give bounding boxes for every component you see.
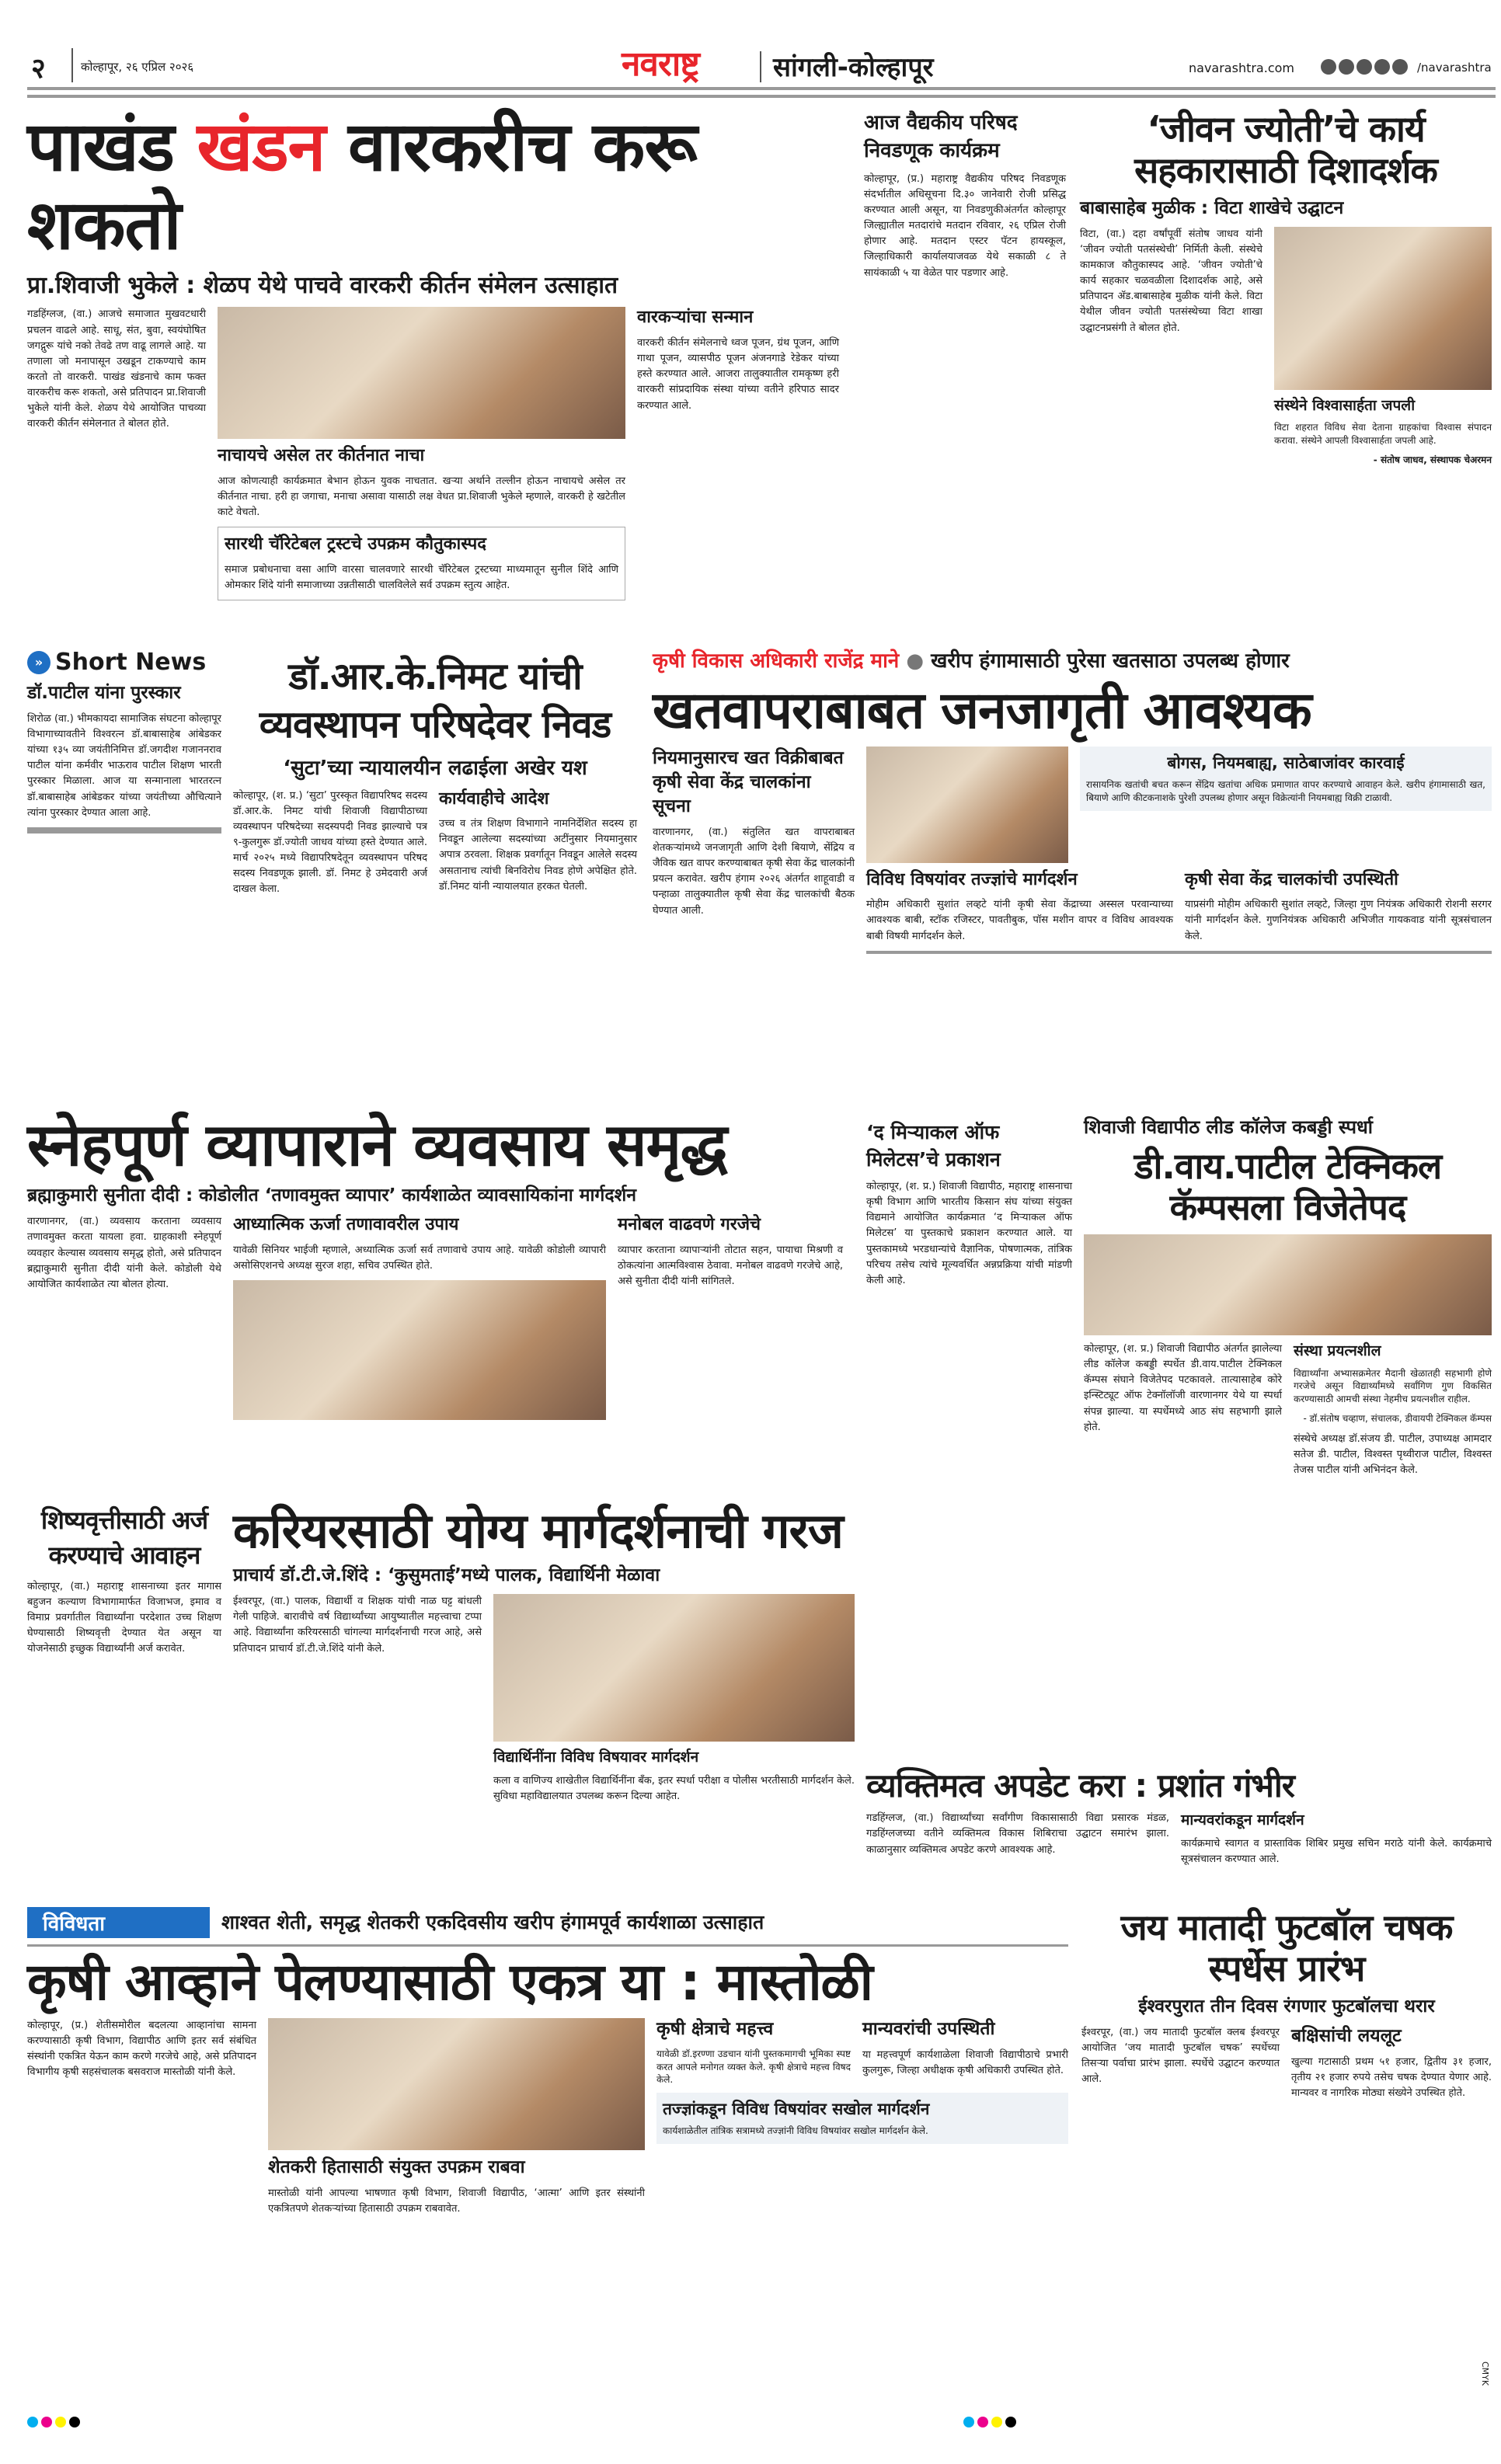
- dyp-quote-by: - डॉ.संतोष चव्हाण, संचालक, डीवायपी टेक्निकल कॅम्पस: [1303, 1413, 1492, 1425]
- khat-headline: खतवापराबाबत जनजागृती आवश्यक: [653, 680, 1311, 740]
- edition-name: सांगली-कोल्हापूर: [773, 52, 934, 83]
- career-subhead: प्राचार्य डॉ.टी.जे.शिंदे : ‘कुसुमताई’मध्ये पालक, विद्यार्थिनी मेळावा: [233, 1565, 660, 1586]
- khat-sub3-body: मोहीम अधिकारी सुशांत लव्हटे यांनी कृषी सेवा केंद्राच्या अस्सल परवान्याच्या आवश्यक बाबी, स्टॉक रजिस्टर, पावतीबुक, पॉस मशीन वापर व विविध आवश्यक बाबी विषयी मार्गदर्शन केले.: [866, 899, 1173, 942]
- sneh-subhead: ब्रह्माकुमारी सुनीता दीदी : कोडोलीत ‘तणावमुक्त व्यापार’ कार्यशाळेत व्यावसायिकांना मार्गदर्शन: [27, 1185, 637, 1206]
- instagram-icon[interactable]: [1339, 59, 1354, 75]
- facebook-icon[interactable]: [1321, 59, 1336, 75]
- dyp-body2: संस्थेचे अध्यक्ष डॉ.संजय डी. पाटील, उपाध्यक्ष आमदार सतेज डी. पाटील, विश्वस्त पृथ्वीराज पाटील, विश्वस्त तेजस पाटील यांनी अभिनंदन केले.: [1294, 1432, 1492, 1477]
- football-sub: बक्षिसांची लयलूट: [1291, 2025, 1402, 2046]
- workshop-photo: [268, 2018, 645, 2150]
- jeevan-body: विटा, (वा.) दहा वर्षांपूर्वी संतोष जाधव यांनी ‘जीवन ज्योती पतसंस्थेची’ निर्मिती केली. संस्थेचे कामकाज कौतुकास्पद आहे. ‘जीवन ज्योती’चे कार्य सहकार चळवळीला दिशादर्शक आहे, असे प्रतिपादन ॲड.बाबासाहेब मुळीक यांनी केले. विटा येथील जीवन ज्योती पतसंस्थेच्या विटा शाखा उद्घाटनप्रसंगी ते बोलत होते.: [1080, 228, 1262, 334]
- sneh-headline: स्नेहपूर्ण व्यापाराने व्यवसाय समृद्ध: [27, 1110, 727, 1179]
- dyp-headline: डी.वाय.पाटील टेक्निकल कॅम्पसला विजेतेपद: [1134, 1145, 1442, 1229]
- short-news-body: शिरोळ (वा.) भीमकायदा सामाजिक संघटना कोल्हापूर विभागाच्यावतीने विश्वरत्न डॉ.बाबासाहेब आंबेडकर यांच्या १३५ व्या जयंतीनिमित्त डॉ.जगदीश गजाननराव पाटील यांना कर्मवीर भाऊराव पाटील शिक्षण भारती पुरस्कार मिळाला. आज या सन्मानाला भारतरत्न डॉ.बाबासाहेब आंबेडकर यांच्या जयंतीच्या औचित्याने त्यांना पुरस्कार देण्यात आला आहे.: [27, 712, 221, 819]
- dyp-body: कोल्हापूर, (श. प्र.) शिवाजी विद्यापीठ अंतर्गत झालेल्या लीड कॉलेज कबड्डी स्पर्धेत डी.वाय.पाटील टेक्निकल कॅम्पस संघाने विजेतेपद पटकावले. तात्यासाहेब कोरे इन्स्टिट्यूट ऑफ टेक्नॉलॉजी वारणानगर येथे या स्पर्धा संपन्न झाल्या. या स्पर्धेमध्ये आठ संघ सहभागी झाले होते.: [1084, 1342, 1282, 1433]
- vaidyakiya-body: कोल्हापूर, (प्र.) महाराष्ट्र वैद्यकीय परिषद निवडणूक संदर्भातील अधिसूचना दि.३० जानेवारी रोजी प्रसिद्ध करण्यात आली असून, या निवडणुकीअंतर्गत कोल्हापूर जिल्ह्यातील मतदारांचे मतदान रविवार, २६ एप्रिल रोजी होणार आहे. मतदान एस्टर पॅटन हायस्कूल, जिल्हाधिकारी कार्यालयाजवळ येथे सकाळी ८ ते सायंकाळी ५ या वेळेत पार पडणार आहे.: [864, 172, 1066, 279]
- short-news: [27, 649, 221, 834]
- khat-sub4: कृषी सेवा केंद्र चालकांची उपस्थिती: [1185, 869, 1398, 889]
- x-icon[interactable]: [1356, 59, 1372, 75]
- dyp-article: [1084, 1115, 1492, 1478]
- millets-headline: ‘द मिर्‍याकल ऑफ मिलेटस’चे प्रकाशन: [866, 1121, 1001, 1171]
- vividha-sub2-body: या महत्त्वपूर्ण कार्यशाळेला शिवाजी विद्यापीठाचे प्रभारी कुलगुरू, जिल्हा अधीक्षक कृषी अधिकारी उपस्थित होते.: [862, 2048, 1068, 2076]
- vividha-sub3: शेतकरी हितासाठी संयुक्त उपक्रम राबवा: [268, 2156, 525, 2177]
- career-sub: विद्यार्थिनींना विविध विषयावर मार्गदर्शन: [493, 1749, 699, 1766]
- linkedin-icon[interactable]: [1392, 59, 1408, 75]
- lead-sub2-body: वारकरी कीर्तन संमेलनाचे ध्वज पूजन, ग्रंथ पूजन, आणि गाथा पूजन, व्यासपीठ पूजन अंजनगाडे रेडेकर यांच्या हस्ते करण्यात आले. आजरा तालुक्यातील रामकृष्ण हरी वारकरी सांप्रदायिक संस्था यांच्या वतीने हरिपाठ सादर करण्यात आले.: [637, 336, 839, 412]
- vividha-sub4: तज्ज्ञांकडून विविध विषयांवर सखोल मार्गदर्शन: [663, 2100, 930, 2119]
- lead-body: गडहिंग्लज, (वा.) आजचे समाजात मुखवटधारी प्रचलन वाढले आहे. साधू, संत, बुवा, स्वयंघोषित जगद्गुरू यांचे नको तेवढे तण वाढू लागले आहे. या तणाला जो मनापासून उखडून टाकण्याचे काम करतो तो वारकरी. पाखंड खंडनाचे काम फक्त वारकरीच करू शकतो, असे प्रतिपादन प्रा.शिवाजी भुकेले यांनी केले. शेळप येथे आयोजित पाचव्या वारकरी कीर्तन संमेलनात ते बोलत होते.: [27, 308, 206, 430]
- vaidyakiya-headline: आज वैद्यकीय परिषद निवडणूक कार्यक्रम: [864, 111, 1018, 163]
- short-news-label: » Short News: [27, 649, 221, 676]
- jeevan-article: [1080, 109, 1492, 467]
- khat-kicker: कृषी विकास अधिकारी राजेंद्र माने ● खरीप हंगामासाठी पुरेसा खतसाठा उपलब्ध होणार: [653, 649, 1290, 673]
- khat-sub2-body: रासायनिक खतांची बचत करून सेंद्रिय खतांचा अधिक प्रमाणात वापर करण्याचे आवाहन केले. खरीप हंगामासाठी खत, बियाणे आणि कीटकनाशके पुरेशी उपलब्ध होणार असून विक्रेत्यांनी नियमबाह्य विक्री टाळावी.: [1086, 778, 1485, 803]
- career-sub-body: कला व वाणिज्य शाखेतील विद्यार्थिनींना बँक, इतर स्पर्धा परीक्षा व पोलीस भरतीसाठी मार्गदर्शन केले. सुविधा महाविद्यालयात उपलब्ध करून दिल्या आहेत.: [493, 1774, 855, 1803]
- khat-sub1: नियमानुसारच खत विक्रीबाबत कृषी सेवा केंद्र चालकांना सूचना: [653, 747, 844, 816]
- khat-sub1-body: वारणानगर, (वा.) संतुलित खत वापराबाबत शेतकऱ्यांमध्ये जनजागृती आणि देशी बियाणे, सेंद्रिय व जैविक खत वापर करण्याबाबत कृषी सेवा केंद्र चालकांनी प्रयत्न करावेत. खरीप हंगाम २०२६ अंतर्गत शाहूवाडी व पन्हाळा तालुक्यातील कृषी सेवा केंद्र चालकांची बैठक घेण्यात आली.: [653, 826, 855, 917]
- lead-headline: पाखंड खंडन वारकरीच करू शकतो: [27, 106, 697, 266]
- sneh-sub2: मनोबल वाढवणे गरजेचे: [618, 1215, 761, 1235]
- vividha-band: विविधता: [27, 1907, 210, 1938]
- sneh-sub1: आध्यात्मिक ऊर्जा तणावावरील उपाय: [233, 1215, 459, 1235]
- millets-body: कोल्हापूर, (श. प्र.) शिवाजी विद्यापीठ, महाराष्ट्र शासनाचा कृषी विभाग आणि भारतीय किसान संघ यांच्या संयुक्त विद्यमाने आयोजित कार्यक्रमात ‘द मिर्‍याकल ऑफ मिलेटस’ या पुस्तकाचे प्रकाशन करण्यात आले. या पुस्तकामध्ये भरडधान्यांचे वैज्ञानिक, पोषणात्मक, तांत्रिक परिचय तसेच त्यांचे मूल्यवर्धित अन्नप्रक्रिया यांची मांडणी केली आहे.: [866, 1181, 1072, 1286]
- registration-dots: [963, 2416, 1019, 2431]
- brand-logo: नवराष्ट्र: [622, 44, 699, 84]
- vividha-headline: कृषी आव्हाने पेलण्यासाठी एकत्र या : मास्तोळी: [27, 1952, 872, 2012]
- prashant-headline: व्यक्तिमत्व अपडेट करा : प्रशांत गंभीर: [866, 1766, 1294, 1804]
- khat-article: [653, 649, 1492, 954]
- prashant-sub: मान्यवरांकडून मार्गदर्शन: [1181, 1811, 1304, 1829]
- lead-sub1: नाचायचे असेल तर कीर्तनात नाचा: [218, 446, 425, 466]
- dyp-kicker: शिवाजी विद्यापीठ लीड कॉलेज कबड्डी स्पर्धा: [1084, 1116, 1373, 1138]
- vividha-sub1-body: यावेळी डॉ.इरण्णा उडचान यांनी पुस्तकमागची भूमिका स्पष्ट करत आपले मनोगत व्यक्त केले. कृषी क्षेत्राचे महत्त्व विषद केले.: [656, 2048, 851, 2086]
- nimat-headline: डॉ.आर.के.निमट यांची व्यवस्थापन परिषदेवर निवड: [259, 655, 611, 747]
- football-headline: जय मातादी फुटबॉल चषक स्पर्धेस प्रारंभ: [1120, 1906, 1453, 1989]
- divider: [760, 51, 761, 82]
- vividha-body: कोल्हापूर, (प्र.) शेतीसमोरील बदलत्या आव्हानांचा सामना करण्यासाठी कृषी विभाग, विद्यापीठ आणि इतर सर्व संबंधित संस्थांनी एकत्रित येऊन काम करणे गरजेचे आहे, असे प्रतिपादन विभागीय कृषी सहसंचालक बसवराज मास्तोळी यांनी केले.: [27, 2019, 256, 2079]
- sneh-sub2-body: व्यापार करताना व्यापाऱ्यांनी तोटात सहन, पायाचा मिश्रणी व ठोकत्यांना आत्मविश्वास ठेवावा. मनोबल वाढवणे गरजेचे आहे, असे सुनीता दीदी यांनी सांगितले.: [618, 1244, 843, 1288]
- sneh-sub1-body: यावेळी सिनियर भाईजी म्हणाले, अध्यात्मिक ऊर्जा सर्व तणावाचे उपाय आहे. यावेळी कोडोली व्यापारी असोसिएशनचे अध्यक्ष सुरज शहा, सचिव उपस्थित होते.: [233, 1244, 606, 1272]
- khat-photo: [866, 747, 1068, 863]
- career-photo: [493, 1594, 855, 1742]
- vividha-article: [27, 1907, 1068, 2217]
- football-body: ईश्वरपूर, (वा.) जय मातादी फुटबॉल क्लब ईश्वरपूर आयोजित ‘जय मातादी फुटबॉल चषक’ स्पर्धेच्या तिसऱ्या पर्वाचा प्रारंभ झाला. स्पर्धेचे उद्घाटन करण्यात आले.: [1081, 2026, 1280, 2086]
- jeevan-photo: [1274, 227, 1492, 390]
- nimat-article: [233, 653, 637, 898]
- sneh-article: [27, 1111, 855, 1420]
- lead-subhead: प्रा.शिवाजी भुकेले : शेळप येथे पाचवे वारकरी कीर्तन संमेलन उत्साहात: [27, 272, 618, 300]
- vividha-sub3-body: मास्तोळी यांनी आपल्या भाषणात कृषी विभाग, शिवाजी विद्यापीठ, ‘आत्मा’ आणि इतर संस्थांनी एकत्रितपणे शेतकऱ्यांच्या हितासाठी उपक्रम राबवावेत.: [268, 2187, 645, 2215]
- career-article: [233, 1503, 855, 1804]
- khat-sub4-body: याप्रसंगी मोहीम अधिकारी सुशांत लव्हटे, जिल्हा गुण नियंत्रक अधिकारी रोशनी सरगर यांनी मार्गदर्शन केले. गुणनियंत्रक अधिकारी अभिजीत गायकवाड यांनी सूत्रसंचालन केले.: [1185, 899, 1492, 942]
- vividha-sub2: मान्यवरांची उपस्थिती: [862, 2018, 995, 2039]
- divider: [866, 951, 1492, 954]
- khat-sub2: बोगस, नियमबाह्य, साठेबाजांवर कारवाई: [1167, 753, 1405, 772]
- jeevan-headline: ‘जीवन ज्योती’चे कार्य सहकारासाठी दिशादर्शक: [1134, 108, 1437, 191]
- divider: [71, 48, 73, 82]
- dyp-quote-title: संस्था प्रयत्नशील: [1294, 1342, 1381, 1359]
- vividha-sub1: कृषी क्षेत्राचे महत्त्व: [656, 2018, 774, 2039]
- lead-sub2: वारकऱ्यांचा सन्मान: [637, 308, 754, 328]
- registration-dots: [27, 2416, 83, 2431]
- divider: [27, 1944, 1068, 1947]
- lead-sub1-body: आज कोणत्याही कार्यक्रमात बेभान होऊन युवक नाचतात. खऱ्या अर्थाने तल्लीन होऊन नाचायचे असेल तर कीर्तनात नाचा. हरी हा जगाचा, मनाचा असावा यासाठी लक्ष वेधत प्रा.शिवाजी भुकेले म्हणाले, वारकरी हे खटेतील काटे वेचतो.: [218, 475, 625, 519]
- header-rule: [27, 87, 1496, 90]
- khat-box: [1080, 747, 1492, 811]
- career-body: ईश्वरपूर, (वा.) पालक, विद्यार्थी व शिक्षक यांची नाळ घट्ट बांधली गेली पाहिजे. बारावीचे वर्ष विद्यार्थ्यांच्या आयुष्यातील महत्त्वाचा टप्पा आहे. विद्यार्थ्यांना करियरसाठी चांगल्या मार्गदर्शनाची गरज आहे, असे प्रतिपादन प्राचार्य डॉ.टी.जे.शिंदे यांनी केले.: [233, 1596, 482, 1655]
- dyp-quote: विद्यार्थ्यांना अभ्यासक्रमेतर मैदानी खेळातही सहभागी होणे गरजेचे असून विद्यार्थ्यांमध्ये सर्वांगिण गुण विकसित करण्यासाठी आमची संस्था नेहमीच प्रयत्नशील राहील.: [1294, 1367, 1492, 1405]
- jeevan-quote-title: संस्थेने विश्वासार्हता जपली: [1274, 396, 1416, 414]
- career-headline: करियरसाठी योग्य मार्गदर्शनाची गरज: [233, 1502, 843, 1559]
- jeevan-quote: विटा शहरात विविध सेवा देताना ग्राहकांचा विश्वास संपादन करावा. संस्थेने आपली विश्वासार्हता जपली आहे.: [1274, 422, 1492, 447]
- sneh-photo: [233, 1280, 606, 1420]
- sneh-body: वारणानगर, (वा.) व्यवसाय करताना व्यवसाय तणावमुक्त करता यायला हवा. ग्राहकाशी स्नेहपूर्ण व्यवहार केल्यास व्यवसाय समृद्ध होतो, असे प्रतिपादन ब्रह्माकुमारी सुनीता दीदी यांनी केले. कोडोली येथे आयोजित कार्यशाळेत त्या बोलत होत्या.: [27, 1216, 221, 1290]
- cmyk-mark: CMYK: [1480, 2361, 1490, 2386]
- millets-article: [866, 1119, 1072, 1289]
- kirtan-photo: [218, 307, 625, 439]
- dateline: कोल्हापूर, २६ एप्रिल २०२६: [81, 60, 194, 74]
- football-article: [1081, 1907, 1492, 2101]
- football-subhead: ईश्वरपुरात तीन दिवस रंगणार फुटबॉलचा थरार: [1138, 1996, 1435, 2017]
- vividha-kicker: शाश्वत शेती, समृद्ध शेतकरी एकदिवसीय खरीप हंगामपूर्व कार्यशाळा उत्साहात: [221, 1910, 764, 1933]
- social-icons: [1321, 59, 1408, 75]
- schol-article: [27, 1503, 221, 1657]
- kabaddi-team-photo: [1084, 1234, 1492, 1335]
- khat-sub3: विविध विषयांवर तज्ज्ञांचे मार्गदर्शन: [866, 869, 1078, 889]
- vividha-sub4-body: कार्यशाळेतील तांत्रिक सत्रामध्ये तज्ज्ञांनी विविध विषयांवर सखोल मार्गदर्शन केले.: [663, 2125, 928, 2137]
- sarathi-box: [218, 527, 625, 600]
- nimat-body: कोल्हापूर, (श. प्र.) ‘सुटा’ पुरस्कृत विद्यापरिषद सदस्य डॉ.आर.के. निमट यांची शिवाजी विद्यापीठाच्या व्यवस्थापन परिषदेच्या सदस्यपदी निवड झाल्याचे पत्र ९-कुलगुरू डॉ.ज्योती जाधव यांच्या हस्ते देण्यात आले. मार्च २०२५ मध्ये विद्यापरिषदेतून व्यवस्थापन परिषद सदस्य निवडणूक झाली. डॉ. निमट हे उमेदवारी अर्ज दाखल केला.: [233, 789, 427, 896]
- header-rule: [27, 95, 1496, 98]
- box-title: सारथी चॅरिटेबल ट्रस्टचे उपक्रम कौतुकास्पद: [225, 534, 486, 555]
- site-url[interactable]: navarashtra.com: [1189, 61, 1294, 75]
- divider: [27, 827, 221, 834]
- vividha-box: [656, 2093, 1068, 2144]
- youtube-icon[interactable]: [1374, 59, 1390, 75]
- schol-headline: शिष्यवृत्तीसाठी अर्ज करण्याचे आवाहन: [40, 1505, 208, 1570]
- prashant-sub-body: कार्यक्रमाचे स्वागत व प्रास्ताविक शिबिर प्रमुख सचिन मराठे यांनी केले. कार्यक्रमाचे सूत्रसंचालन करण्यात आले.: [1181, 1837, 1492, 1866]
- nimat-sub-body: उच्च व तंत्र शिक्षण विभागाने नामनिर्देशित सदस्य हा निवडून आलेल्या सदस्यांच्या अटींनुसार नियमानुसार अपात्र ठरवला. शिक्षक प्रवर्गातून निवडून आलेले सदस्य असतानाच त्यांची बिनविरोध निवड होणे अपेक्षित होते. डॉ.निमट यांनी न्यायालयात हरकत घेतली.: [439, 818, 637, 893]
- vividha-band-row: [27, 1907, 1068, 1938]
- short-news-title: डॉ.पाटील यांना पुरस्कार: [27, 683, 181, 703]
- arrow-icon: »: [27, 651, 50, 674]
- page-number: २: [31, 53, 46, 85]
- nimat-sub: कार्यवाहीचे आदेश: [439, 788, 549, 809]
- box-body: समाज प्रबोधनाचा वसा आणि वारसा चालवणारे सारथी चॅरिटेबल ट्रस्टच्या माध्यमातून सुनील शिंदे आणि ओमकार शिंदे यांनी समाजाच्या उन्नतीसाठी चालविलेले सर्व उपक्रम स्तुत्य आहेत.: [225, 563, 618, 592]
- jeevan-quote-by: - संतोष जाधव, संस्थापक चेअरमन: [1373, 454, 1492, 465]
- prashant-body: गडहिंग्लज, (वा.) विद्यार्थ्यांच्या सर्वांगीण विकासासाठी विद्या प्रसारक मंडळ, गडहिंग्लजच्या वतीने व्यक्तिमत्व विकास शिबिराचा उद्घाटन समारंभ झाला. काळानुसार व्यक्तिमत्व अपडेट करणे आवश्यक आहे.: [866, 1812, 1169, 1856]
- football-sub-body: खुल्या गटासाठी प्रथम ५१ हजार, द्वितीय ३१ हजार, तृतीय २१ हजार रुपये तसेच चषक देण्यात येणार आहे. मान्यवर व नागरिक मोठ्या संख्येने उपस्थित होते.: [1291, 2055, 1492, 2099]
- schol-body: कोल्हापूर, (वा.) महाराष्ट्र शासनाच्या इतर मागास बहुजन कल्याण विभागामार्फत विजाभज, इमाव व विमाप्र प्रवर्गातील विद्यार्थ्यांना परदेशात उच्च शिक्षण घेण्यासाठी शिष्यवृत्ती देण्यात येत असून या योजनेसाठी इच्छुक विद्यार्थ्यांनी अर्ज करावेत.: [27, 1580, 221, 1655]
- vaidyakiya-article: [864, 109, 1066, 281]
- jeevan-subhead: बाबासाहेब मुळीक : विटा शाखेचे उद्घाटन: [1080, 197, 1344, 218]
- social-handle: /navarashtra: [1417, 61, 1492, 75]
- nimat-subhead: ‘सुटा’च्या न्यायालयीन लढाईला अखेर यश: [283, 756, 587, 780]
- prashant-article: [866, 1767, 1492, 1867]
- lead-article: [27, 107, 851, 600]
